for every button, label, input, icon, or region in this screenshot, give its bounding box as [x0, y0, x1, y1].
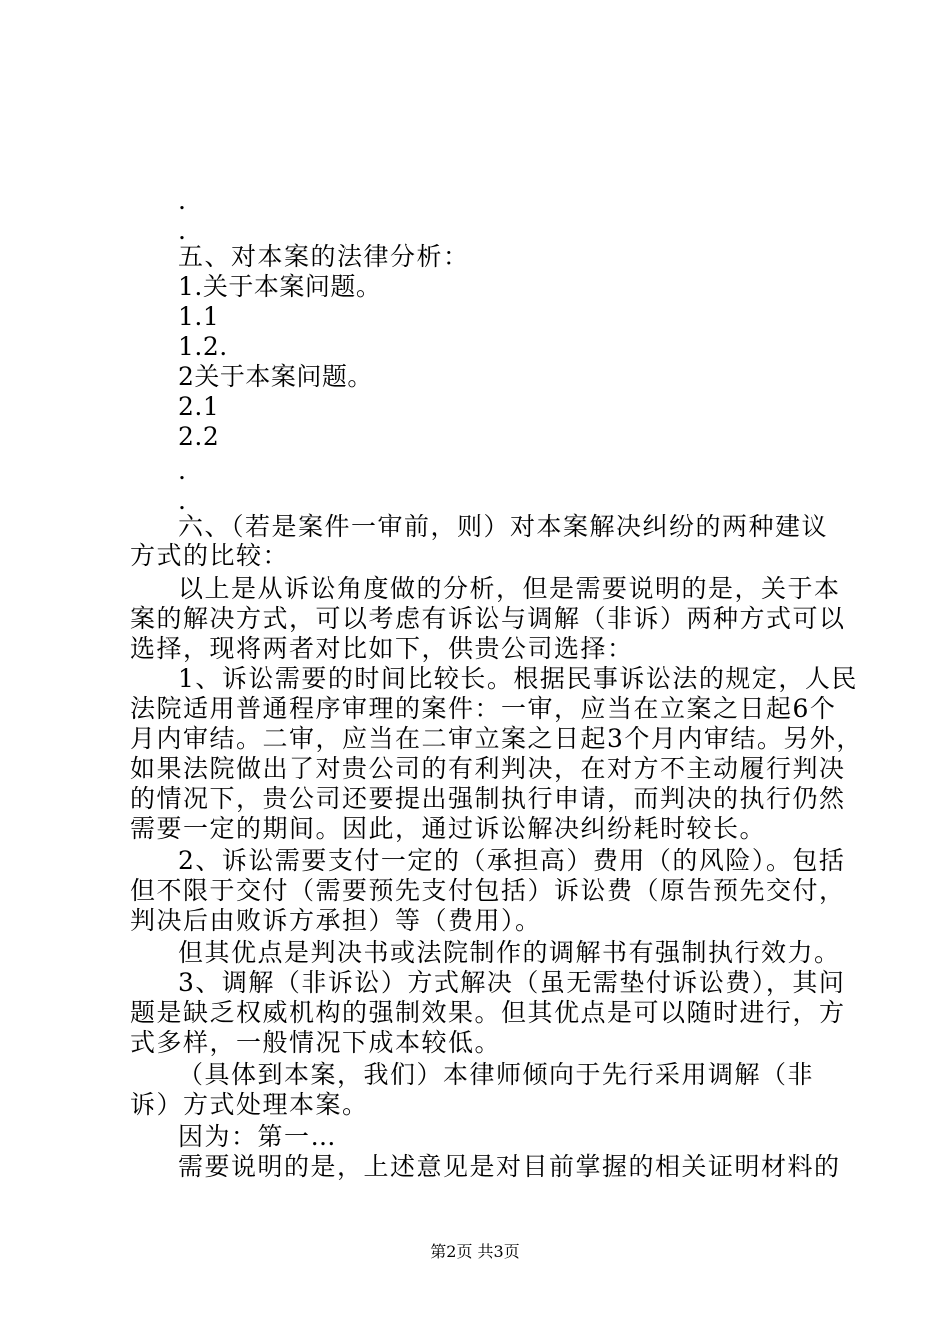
paragraph-line: 以上是从诉讼角度做的分析，但是需要说明的是，关于本 [178, 574, 841, 603]
paragraph-line: 式多样，一般情况下成本较低。 [130, 1028, 502, 1057]
paragraph-line: 案的解决方式，可以考虑有诉讼与调解（非诉）两种方式可以 [130, 604, 846, 633]
paragraph-line: 月内审结。二审，应当在二审立案之日起3个月内审结。另外， [130, 724, 863, 753]
paragraph-line: 但其优点是判决书或法院制作的调解书有强制执行效力。 [178, 938, 841, 967]
text-line: 2.1 [178, 392, 220, 421]
paragraph-line: 法院适用普通程序审理的案件：一审，应当在立案之日起6个 [130, 694, 837, 723]
paragraph-line: 2、诉讼需要支付一定的（承担高）费用（的风险）。包括 [178, 846, 846, 875]
text-line: . [178, 186, 188, 215]
paragraph-line: 但不限于交付（需要预先支付包括）诉讼费（原告预先交付， [130, 876, 846, 905]
paragraph-line: 3、调解（非诉讼）方式解决（虽无需垫付诉讼费），其问 [178, 968, 846, 997]
paragraph-line: （具体到本案，我们）本律师倾向于先行采用调解（非 [178, 1060, 815, 1089]
text-line: 1.1 [178, 302, 220, 331]
text-line: 2.2 [178, 422, 220, 451]
page-number-footer: 第2页 共3页 [430, 1242, 520, 1261]
paragraph-line: 诉）方式处理本案。 [130, 1090, 369, 1119]
paragraph-line: 的情况下，贵公司还要提出强制执行申请，而判决的执行仍然 [130, 784, 846, 813]
paragraph-line: 1、诉讼需要的时间比较长。根据民事诉讼法的规定，人民 [178, 664, 858, 693]
section-heading-five: 五、对本案的法律分析： [178, 242, 470, 271]
text-line: 2关于本案问题。 [178, 362, 373, 391]
text-line: 1.2. [178, 332, 228, 361]
paragraph-line: 因为：第一… [178, 1122, 338, 1151]
paragraph-line: 判决后由败诉方承担）等（费用）。 [130, 906, 542, 935]
text-line: . [178, 486, 188, 515]
section-heading-six: 六、（若是案件一审前，则）对本案解决纠纷的两种建议 [178, 512, 829, 541]
text-line: . [178, 456, 188, 485]
paragraph-line: 如果法院做出了对贵公司的有利判决，在对方不主动履行判决 [130, 754, 846, 783]
text-line: 方式的比较： [130, 541, 290, 570]
text-line: 1.关于本案问题。 [178, 272, 382, 301]
text-line: . [178, 216, 188, 245]
paragraph-line: 需要一定的期间。因此，通过诉讼解决纠纷耗时较长。 [130, 814, 767, 843]
paragraph-line: 选择，现将两者对比如下，供贵公司选择： [130, 634, 634, 663]
paragraph-line: 题是缺乏权威机构的强制效果。但其优点是可以随时进行，方 [130, 998, 846, 1027]
paragraph-line: 需要说明的是，上述意见是对目前掌握的相关证明材料的 [178, 1152, 841, 1181]
